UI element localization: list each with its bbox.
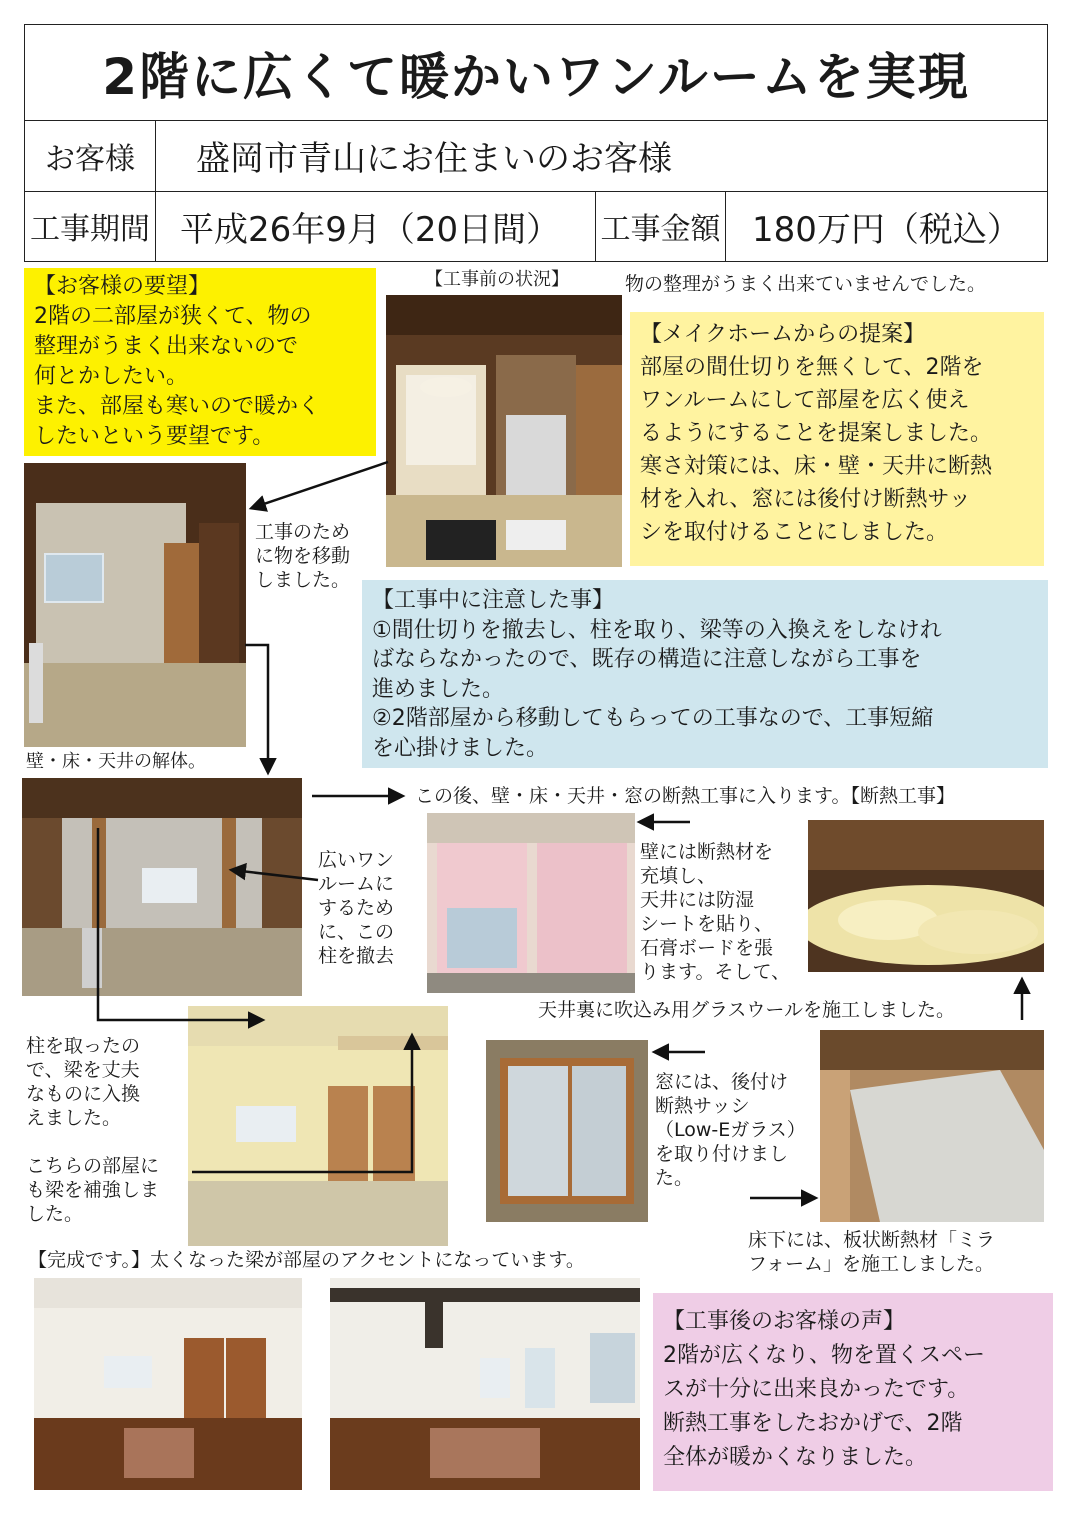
- header-table: [24, 24, 1048, 262]
- beam-caption-line: で、梁を丈夫: [26, 1059, 140, 1081]
- move-caption-line: に物を移動: [255, 545, 351, 567]
- proposal-line: るようにすることを提案しました。: [640, 421, 993, 446]
- window-caption-line: 断熱サッシ: [655, 1095, 750, 1117]
- floor-caption-line: フォーム」を施工しました。: [748, 1253, 995, 1275]
- title-row: [25, 25, 1047, 121]
- proposal-line: 寒さ対策には、床・壁・天井に断熱: [640, 454, 993, 479]
- arrow-moved-to-demolition: [245, 645, 268, 772]
- complete-caption: 【完成です。】太くなった梁が部屋のアクセントになっています。: [28, 1249, 585, 1271]
- proposal-line: 材を入れ、窓には後付け断熱サッ: [640, 487, 971, 512]
- wall-caption: [640, 840, 790, 984]
- floor-caption-line: 床下には、板状断熱材「ミラ: [748, 1229, 996, 1251]
- customer-row: [25, 120, 1047, 192]
- customer-label: お客様: [45, 141, 135, 177]
- wall-caption-line: 充填し、: [640, 865, 717, 887]
- caution-line: ①間仕切りを撤去し、柱を取り、梁等の入換えをしなけれ: [372, 617, 942, 643]
- pillar-caption-line: に、この: [318, 921, 395, 943]
- request-box: [24, 268, 376, 456]
- pillar-caption-line: するため: [318, 897, 395, 919]
- ceiling-glasswool-photo: [808, 820, 1044, 972]
- voice-line: 【工事後のお客様の声】: [663, 1309, 906, 1334]
- proposal-box: [630, 312, 1044, 566]
- move-caption: [255, 520, 350, 592]
- window-photo: [486, 1040, 648, 1222]
- period-value: 平成26年9月（20日間）: [155, 191, 595, 261]
- window-caption-line: た。: [655, 1167, 694, 1189]
- proposal-line: 部屋の間仕切りを無くして、2階を: [640, 355, 984, 380]
- insulation-intro: この後、壁・床・天井・窓の断熱工事に入ります。【断熱工事】: [415, 785, 955, 807]
- window-caption-line: （Low-Eガラス）: [655, 1119, 806, 1141]
- floor-caption: [748, 1228, 995, 1276]
- wall-caption-line: 壁には断熱材を: [640, 841, 774, 863]
- before-photo: [386, 295, 622, 567]
- request-line: 何とかしたい。: [34, 364, 189, 389]
- beam2-caption: [26, 1154, 159, 1226]
- wall-caption-line: シートを貼り、: [640, 913, 774, 935]
- period-row: [25, 191, 1047, 261]
- voice-line: 全体が暖かくなりました。: [663, 1445, 928, 1470]
- request-line: また、部屋も寒いので暖かく: [34, 394, 321, 419]
- customer-value: 盛岡市青山にお住まいのお客様: [155, 120, 1047, 191]
- proposal-line: ワンルームにして部屋を広く使え: [640, 388, 970, 413]
- beam2-caption-line: も梁を補強しま: [26, 1179, 160, 1201]
- proposal-line: 【メイクホームからの提案】: [640, 322, 926, 347]
- caution-line: ばならなかったので、既存の構造に注意しながら工事を: [372, 647, 922, 672]
- proposal-line: シを取付けることにしました。: [640, 520, 949, 545]
- page-title: 2階に広くて暖かいワンルームを実現: [102, 47, 970, 106]
- request-line: 整理がうまく出来ないので: [34, 334, 299, 359]
- beam2-caption-line: こちらの部屋に: [26, 1155, 160, 1177]
- underfloor-photo: [820, 1030, 1044, 1222]
- window-caption-line: 窓には、後付け: [655, 1071, 789, 1093]
- caution-line: 進めました。: [372, 676, 505, 702]
- pillar-caption-line: ルームに: [318, 873, 395, 895]
- wall-caption-line: 天井には防湿: [640, 889, 755, 911]
- voice-line: 2階が広くなり、物を置くスペー: [663, 1343, 985, 1368]
- pillar-caption-line: 広いワン: [318, 849, 395, 871]
- pillar-caption: [318, 848, 394, 968]
- voice-line: スが十分に出来良かったです。: [663, 1377, 970, 1402]
- request-line: 【お客様の要望】: [34, 274, 211, 299]
- wall-insulation-photo: [427, 813, 635, 993]
- beam-caption-line: なものに入換: [26, 1083, 141, 1105]
- caution-line: を心掛けました。: [372, 735, 549, 761]
- period-label: 工事期間: [30, 212, 150, 247]
- cost-value: 180万円（税込）: [725, 191, 1047, 261]
- move-caption-line: しました。: [255, 569, 351, 591]
- complete-photo-2: [330, 1278, 640, 1490]
- move-caption-line: 工事のため: [255, 521, 351, 543]
- cost-label: 工事金額: [595, 191, 725, 261]
- voice-box: [653, 1293, 1053, 1491]
- moved-items-photo: [24, 463, 246, 747]
- demolition-photo: [22, 778, 302, 996]
- before-label: 【工事前の状況】: [425, 269, 569, 290]
- beam-caption: [26, 1034, 140, 1130]
- request-line: したいという要望です。: [34, 424, 275, 449]
- complete-photo-1: [34, 1278, 302, 1490]
- beam-photo: [188, 1006, 448, 1246]
- ceiling-caption: 天井裏に吹込み用グラスウールを施工しました。: [538, 999, 956, 1021]
- before-note: 物の整理がうまく出来ていませんでした。: [625, 273, 987, 295]
- voice-line: 断熱工事をしたおかげで、2階: [663, 1411, 963, 1436]
- demolition-caption: 壁・床・天井の解体。: [26, 751, 206, 772]
- beam2-caption-line: した。: [26, 1203, 84, 1225]
- caution-line: 【工事中に注意した事】: [372, 588, 615, 613]
- beam-caption-line: えました。: [26, 1107, 122, 1129]
- window-caption-line: を取り付けまし: [655, 1143, 789, 1165]
- beam-caption-line: 柱を取ったの: [26, 1035, 141, 1057]
- arrow-to-moved-photo: [252, 462, 388, 508]
- request-line: 2階の二部屋が狭くて、物の: [34, 304, 312, 329]
- wall-caption-line: 石膏ボードを張: [640, 937, 774, 959]
- window-caption: [655, 1070, 806, 1190]
- caution-line: ②2階部屋から移動してもらっての工事なので、工事短縮: [372, 706, 934, 731]
- caution-box: [362, 580, 1048, 768]
- pillar-caption-line: 柱を撤去: [318, 945, 395, 967]
- wall-caption-line: ります。そして、: [640, 961, 791, 983]
